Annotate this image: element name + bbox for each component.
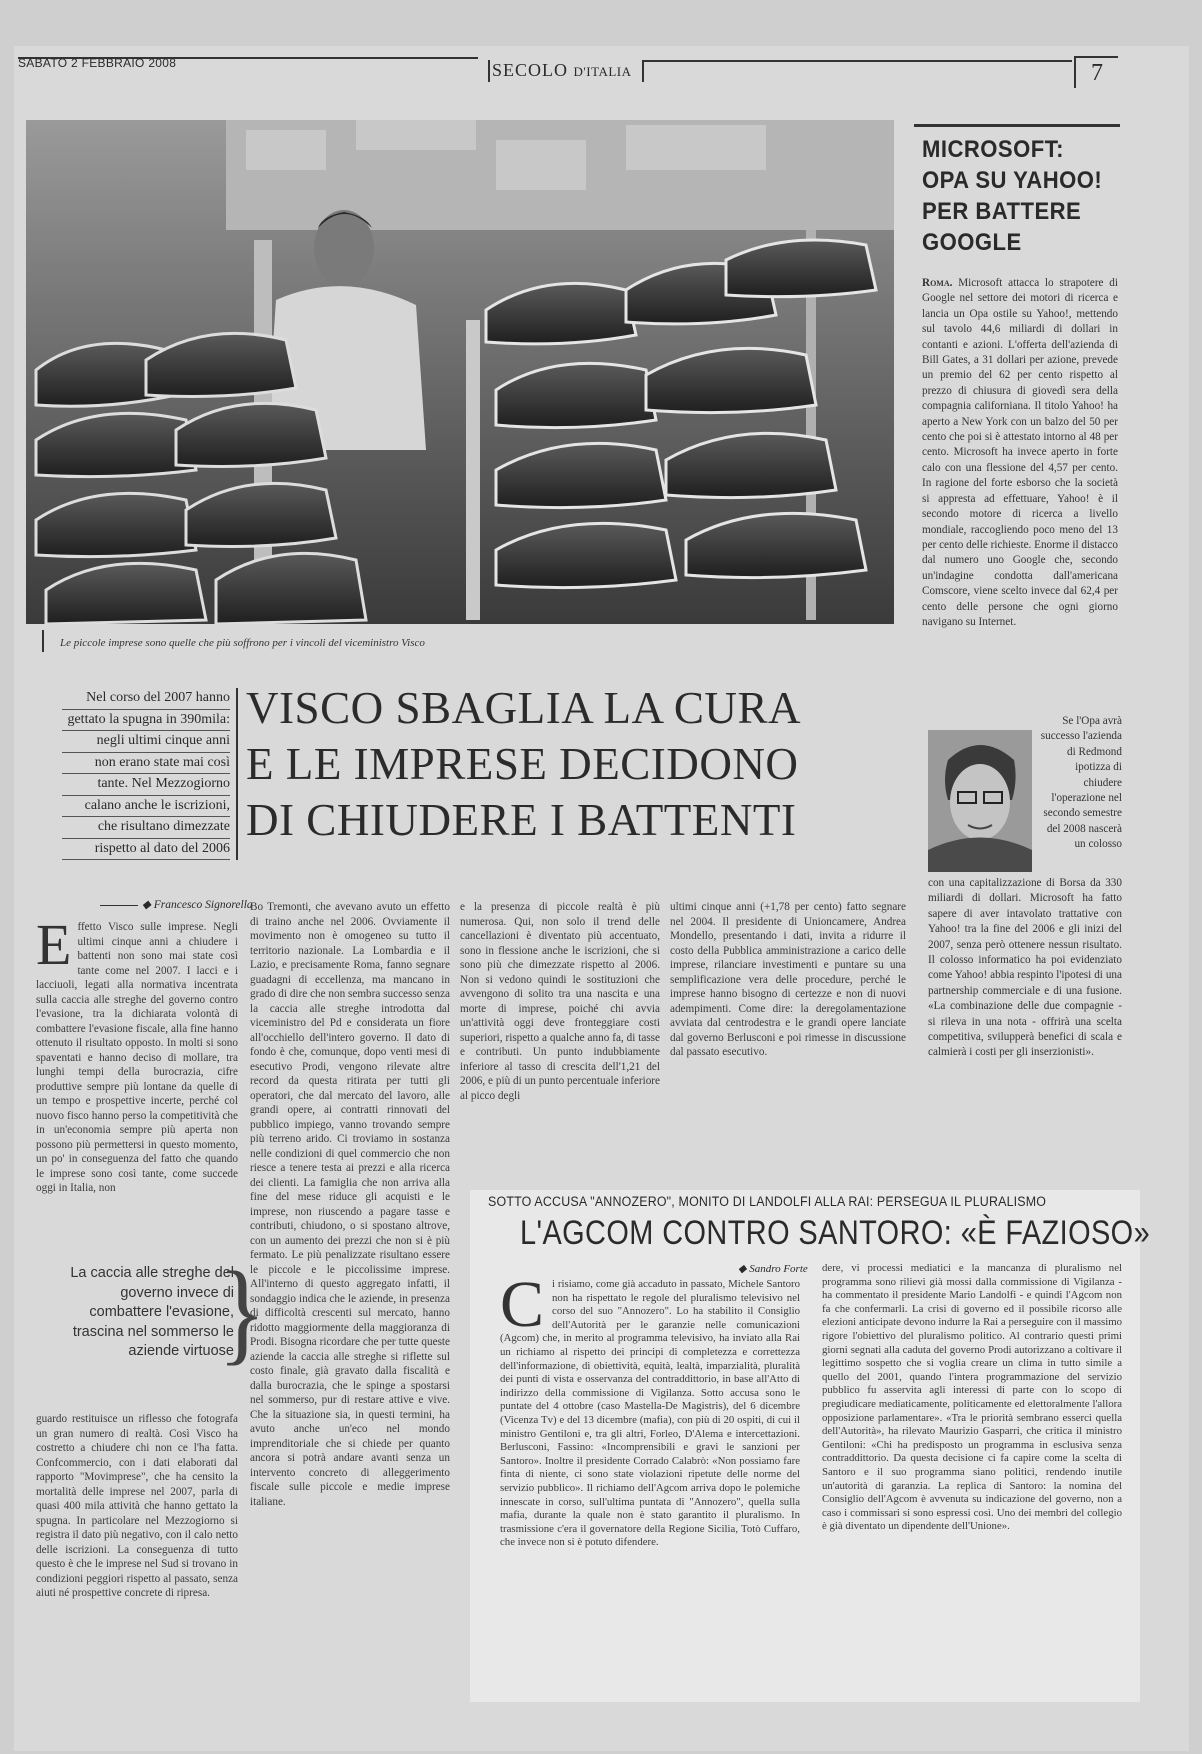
agcom-drop-cap: C — [500, 1278, 545, 1341]
subheadline-line: tante. Nel Mezzogiorno — [62, 774, 230, 796]
sidebar-title-line: MICROSOFT: — [922, 136, 1064, 163]
masthead-title — [492, 60, 632, 81]
article-column-2: Bo Tremonti, che avevano avuto un effetto di traino anche nel 2006. Ovviamente il movimento non è omogeneo su tutto il territorio nazionale. La Lombardia e il Lazio, e precisamente Roma, fanno segnare guadagni di eccellenza, ma mancano in grado di dire che non sembra successo senza la caccia alle streghe introdotta dal viceministro del Pd e considerata un fiore all'occhiello dell'intero governo. Il dato di fondo è che, comunque, dopo venti mesi di esecutivo Prodi, vengono rilevate altre record da questa ritirata per tutti gli operatori, che dal mercato del lavoro, alle grandi opere, ai contratti rinnovati del pubblico impiego, vanno trovando sempre più terreno arido. Ci troviamo in sostanza nelle condizioni di quel commercio che non riesce a tenere testa ai prezzi e alla ricerca dei clienti. La famiglia che non arriva alla fine del mese riduce gli acquisti e le imprese, non riuscendo a pagare tasse e contributi, chiudono, o si spostano altrove, con un aumento dei prezzi che non si è più fermato. Le più penalizzate risultano essere le piccole e le piccolissime imprese. All'interno di questo aggregato infatti, il sondaggio indica che le aziende, in presenza di difficoltà crescenti sul mercato, hanno ridotto maggiormente della maggioranza di Prodi. Bisogna ricordare che per tutte queste aziende la caccia alle streghe si riflette sul costo finale, già gravato dalla fiscalità e dalla burocrazia, che le spinge a spostarsi nel sommerso, pur di restare attive e vive. Che la situazione sia, in questi termini, ha avuto anche un'eco nel mondo imprenditoriale che si chiede per quanto ancora si potrà andare avanti senza un intervento concreto di alleggerimento fiscale sulle piccole e medie imprese italiane. — [250, 901, 450, 1508]
headline-line: DI CHIUDERE I BATTENTI — [246, 794, 797, 845]
agcom-column-2: dere, vi processi mediatici e la mancanza di pluralismo nel programma sono rilievi già mossi dalla commissione di Vigilanza - ha commentato il presidente Mario Landolfi - e quindi l'Agcom non fa che confermarli. La crisi di governo ed il possibile ricorso alle elezioni anticipate devono indurre la Rai a perseguire con il massimo rigore l'obiettivo del pluralismo politico. Al contrario questi primi giorni segnati alla caduta del governo Prodi autorizzano a coltivare il legittimo sospetto che si voglia creare un clima in tutto simile a quello del 2001, quando l'intera programmazione del servizio pubblico fu asservita agli interessi di parte con lo scopo di pregiudicare mediaticamente, politicamente ed elettoralmente l'allora opposizione parlamentare». «Tra le priorità sembrano esserci quella dell'Autorità», ha rilevato Maurizio Gasparri, che critica il ministro Gentiloni: «Chi ha predisposto un programma in esclusiva senza contraddittorio. Da questa decisione ci fa capire come la scelta di Santoro e il suo programma siano politici, rendendo inutile un'autorità di garanzia. La replica di Santoro: la nomina del Consiglio dell'Agcom è avvenuta su indicazione del governo, non a caso i commissari si sono espressi così. Uno dei membri del collegio è già diventato un dipendente dell'Unione». — [822, 1262, 1122, 1533]
agcom-kicker: SOTTO ACCUSA "ANNOZERO", MONITO DI LANDOLFI ALLA RAI: PERSEGUA IL PLURALISMO — [488, 1194, 1047, 1209]
agcom-byline: ◆ Sandro Forte — [738, 1263, 808, 1275]
sidebar-rule — [914, 124, 1120, 127]
pull-quote: La caccia alle streghe del governo invece di combattere l'evasione, trascina nel sommerso le aziende virtuose — [70, 1265, 234, 1359]
agcom-column-1 — [500, 1278, 800, 1698]
agcom-text: i risiamo, come già accaduto in passato, Michele Santoro non ha rispettato le regole del pluralismo televisivo nel corso del suo "Annozero". Lo ha stabilito il Consiglio dell'Autorità per le garanzie nelle comunicazioni (Agcom) che, in merito al programma televisivo, ha inviato alla Rai un richiamo al rispetto dei principi di completezza e correttezza dell'informazione, di obiettività, equità, lealtà, imparzialità, pluralità dei punti di vista e osservanza del contraddittorio, in base all'Atto di indirizzo della commissione di Vigilanza. Sotto accusa sono le puntate del 4 ottobre (caso Mastella-De Magistris), del 6 dicembre (Vicenza Tv) e del 13 dicembre (mafia), con più di 20 ospiti, di cui il ministro Gentiloni e, tra gli altri, Forleo, D'Alema e intercettazioni. Berlusconi, Fassino: «Incomprensibili e gravi le sanzioni per Santoro». Inoltre il presidente Corrado Calabrò: «Non possiamo fare finta di niente, ci sono state violazioni ripetute delle norme del servizio pubblico». Il richiamo dell'Agcom arriva dopo le polemiche innescate in corso, sull'ultima puntata di "Annozero", quella sulla mafia, durante la quale non è stato garantito il pluralismo. In trasmissione c'era il governatore della Regione Sicilia, Totò Cuffaro, che invece non si è potuto difendere. — [500, 1278, 800, 1549]
photo-caption: Le piccole imprese sono quelle che più soffrono per i vincoli del viceministro Visco — [60, 637, 425, 649]
article-text: ffetto Visco sulle imprese. Negli ultimi cinque anni a chiudere i battenti non sono mai state così tante come nel 2007. I lacci e i lacciuoli, legati alla normativa incentrata sulla caccia alle streghe del governo contro l'evasione, tra la dichiarata volontà di combattere l'evasione fiscale, alla fine hanno ottenuto il risultato opposto. In molti si sono spaventati e hanno deciso di mollare, tra lunghi tempi della burocrazia, cifre produttive sempre più lontane da quelle di un tempo e prospettive incerte, perché col nuovo fisco hanno perso la competitività che in un'economia sempre più aperta non possono più permettersi in questo momento, un po' in conseguenza del fatto che quando le imprese sono così tante, come succede oggi in Italia, non — [36, 921, 238, 1194]
caption-marker — [42, 630, 44, 652]
subheadline-line: che risultano dimezzate — [62, 817, 230, 839]
masthead-divider — [488, 60, 490, 82]
portrait-photo — [928, 730, 1032, 872]
sidebar-title-line: PER BATTERE — [922, 198, 1082, 225]
article-column-4: ultimi cinque anni (+1,78 per cento) fatto segnare nel 2004. Il presidente di Unioncamere, Andrea Mondello, presentando i dati, invita a ridurre il costo della Pubblica amministrazione a carico delle imprese, rilanciare investimenti e puntare su una semplificazione vera delle procedure, perché le imprese hanno bisogno di certezze e non di nuovi adempimenti. Come dire: la deregolamentazione avviata dal centrodestra e le grandi opere lanciate dal governo Berlusconi e poi rimesse in discussione dal passato esecutivo. — [670, 901, 906, 1058]
page-number: 7 — [1074, 56, 1118, 88]
sidebar-city: Roma. — [922, 277, 953, 289]
sidebar-text-continued: con una capitalizzazione di Borsa da 330 miliardi di dollari. Microsoft ha fatto sapere di aver intavolato trattative con Yahoo! tra la fine del 2006 e gli inizi del 2007, senza però ottenere nessun risultato. Il colosso informatico ha poi evidenziato come Yahoo! abbia respinto l'ipotesi di una partnership commerciale e di una fusione. «La combinazione delle due compagnie - si rileva in una nota - offrirà una scelta competitiva, svilupperà benefici di scala e calmierà i costi per gli inserzionisti». — [928, 877, 1122, 1059]
article-byline: ◆ Francesco Signorella — [100, 897, 253, 911]
subheadline-line: non erano state mai così — [62, 753, 230, 775]
sidebar-title-line: OPA SU YAHOO! — [922, 167, 1103, 194]
subheadline-line: negli ultimi cinque anni — [62, 731, 230, 753]
paper-name: SECOLO — [492, 60, 569, 80]
main-headline — [246, 680, 893, 848]
sidebar-text: Microsoft attacca lo strapotere di Google nel settore dei motori di ricerca e lancia un Opa ostile su Yahoo!, mettendo sul tavolo 44,6 miliardi di dollari in contanti e azioni. L'offerta dell'azienda di Bill Gates, a 31 dollari per azione, prevede un premio del 62 per cento rispetto al prezzo di chiusura di giovedì sera della compagnia californiana. Il titolo Yahoo! ha aperto a New York con un balzo del 50 per cento che poi si è attestato intorno al 48 per cento. Microsoft ha invece aperto in forte calo con una flessione del 4,57 per cento. In ragione del forte esborso che la società si appresta ad effettuare, Yahoo! è il secondo motore di ricerca a livello mondiale, raccogliendo poco meno del 13 per cento delle richieste. Enorme il distacco dal numero uno Google che, secondo un'indagine condotta dall'americana Comscore, viene scelto invece dal 62,4 per cento delle persone che ogni giorno navigano su Internet. — [922, 277, 1119, 628]
masthead-divider — [642, 60, 644, 82]
subheadline-line: gettato la spugna in 390mila: — [62, 710, 230, 732]
masthead-date: SABATO 2 FEBBRAIO 2008 — [18, 56, 177, 70]
article-column-1 — [36, 920, 238, 1256]
masthead-rule — [642, 60, 1072, 62]
paper-suffix: D'ITALIA — [573, 64, 632, 79]
subheadline-line: rispetto al dato del 2006 — [62, 839, 230, 861]
subheadline-line: Nel corso del 2007 hanno — [62, 688, 230, 710]
factory-photo — [26, 120, 894, 624]
author-name: Francesco Signorella — [153, 899, 253, 911]
subheadline-line: calano anche le iscrizioni, — [62, 796, 230, 818]
sidebar-body — [922, 276, 1118, 630]
drop-cap: E — [36, 920, 72, 977]
subheadline-box — [62, 688, 238, 860]
agcom-title: L'AGCOM CONTRO SANTORO: «È FAZIOSO» — [520, 1214, 1151, 1252]
article-column-1-continued: guardo restituisce un riflesso che fotografa un gran numero di realtà. Così Visco ha costretto a chiudere chi non ce l'ha fatta. Confcommercio, con i dati elaborati dal rapporto "Movimprese", che ha censito la mortalità delle imprese nel 2007, parla di quasi 400 mila attività che hanno gettato la spugna. In particolare nel Mezzogiorno si registra il dato più negativo, con il calo netto delle iscrizioni. La conseguenza di tutto questo è che le imprese nel Sud si trovano in condizioni peggiori rispetto al passato, senza aiuti né prospettive concrete di ripresa. — [36, 1413, 238, 1599]
quote-brace: } — [218, 1247, 266, 1376]
sidebar-title-line: GOOGLE — [922, 229, 1022, 256]
headline-line: E LE IMPRESE DECIDONO — [246, 738, 799, 789]
article-column-3: e la presenza di piccole realtà è più numerosa. Qui, non solo il trend delle cancellazioni è diventato più accentuato, sono in flessione anche le iscrizioni, che si sono più che dimezzate rispetto al 2006. Non si vedono quindi le sostituzioni che avvengono di solito tra una nascita e una morte di imprese, poiché chi avvia un'attività oggi deve fronteggiare costi superiori, rispetto a qualche anno fa, di tasse e contributi. Un punto indubbiamente inferiore al tasso di crescita dell'1,21 del 2006, e più di un punto percentuale inferiore al picco degli — [460, 901, 660, 1102]
agcom-author: Sandro Forte — [749, 1263, 808, 1275]
sidebar-text-wrap: Se l'Opa avrà successo l'azienda di Redmond ipotizza di chiudere l'operazione nel secondo semestre del 2008 nascerà un colosso — [1040, 715, 1122, 851]
headline-line: VISCO SBAGLIA LA CURA — [246, 682, 802, 733]
sidebar-title — [922, 134, 1106, 258]
